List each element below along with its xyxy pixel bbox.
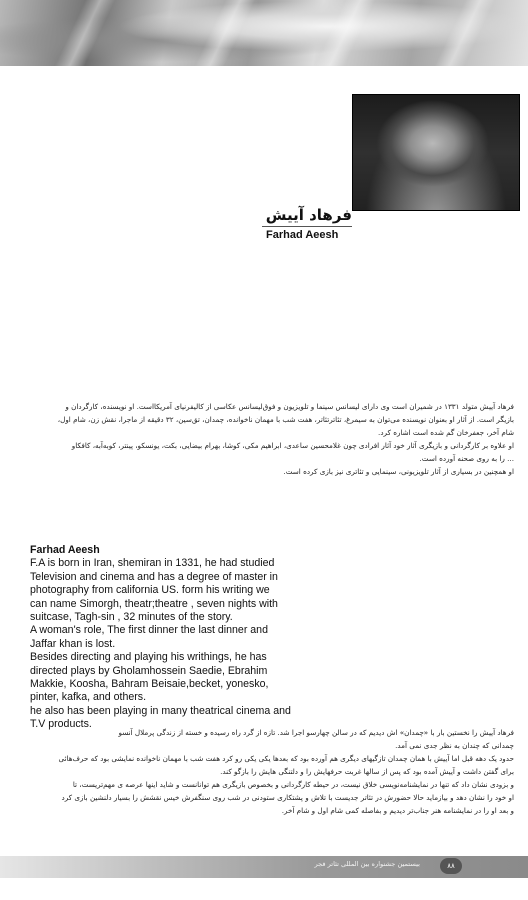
bio-fa-line: فرهاد آییش متولد ۱۳۳۱ در شمیران است وی دارای لیسانس سینما و تلویزیون و فوق‌لیسانس عکاسی از کالیفرنیای آمریکااست. او نویسنده، کارگردان و: [65, 402, 514, 411]
bio-en-line: pinter, kafka, and others.: [30, 691, 147, 704]
critique-persian: [14, 726, 514, 817]
portrait-photo: [352, 94, 520, 211]
bio-en-line: T.V products.: [30, 718, 92, 731]
bio-en-line: photography from california US. form his writing we: [30, 584, 270, 597]
biography-persian: [14, 400, 514, 478]
bio-fa-line: او همچنین در بسیاری از آثار تلویزیونی، سینمایی و تئاتری نیز بازی کرده است.: [283, 467, 514, 476]
bio-fa-line: شام آخر، جعفرخان گم شده است اشاره کرد.: [378, 428, 514, 437]
name-divider: [262, 226, 352, 227]
name-persian: فرهاد آییش: [265, 206, 352, 224]
bio-en-line: suitcase, Tagh-sin , 32 minutes of the story.: [30, 611, 233, 624]
bio-en-line: Jaffar khan is lost.: [30, 637, 116, 650]
bio-fa-line: ... را به روی صحنه آورده است.: [419, 454, 514, 463]
about-fa-line: برای گفتن داشت و آییش آمده بود که پس از سالها غربت حرفهایش را و دلتنگی هایش را بازگو کند.: [220, 767, 514, 776]
bio-en-title: Farhad Aeesh: [30, 544, 100, 556]
about-fa-line: و بعد او را در نمایشنامه هنر جناب‌تر دیدیم و بفاصله کمی شام اول و شام آخر.: [281, 806, 514, 815]
bio-en-line: he also has been playing in many theatrical cinema and: [30, 704, 291, 717]
bio-en-line: Television and cinema and has a degree of master in: [30, 570, 278, 583]
bio-fa-line: بازیگر است. از آثار او بعنوان نویسنده می‌توان به سیمرغ، تئاترتئاتر، هفت شب با مهمان ناخوانده، چمدان، تق‌سین، ۳۲ دقیقه از ماجرا، نقش زن، شام اول،: [57, 415, 514, 424]
festival-name: بیستمین جشنواره بین المللی تئاتر فجر: [314, 860, 420, 868]
bio-en-line: directed plays by Gholamhossein Saedie, Ebrahim: [30, 664, 268, 677]
about-fa-line: فرهاد آییش را نخستین بار با «چمدان» اش دیدیم که در سالن چهارسو اجرا شد. تازه از گرد راه رسیده و خسته از زندگی پرملال آنسو: [118, 728, 514, 737]
bio-en-line: A woman's role, The first dinner the last dinner and: [30, 624, 268, 637]
bio-en-line: Besides directing and playing his writhings, he has: [30, 651, 267, 664]
bio-en-line: F.A is born in Iran, shemiran in 1331, he had studied: [30, 557, 275, 570]
bio-en-line: Makkie, Koosha, Bahram Beisaie,becket, yonesko,: [30, 678, 269, 691]
biography-english: [30, 544, 322, 732]
about-fa-line: چمدانی که چندان به نظر جدی نمی آمد.: [395, 741, 514, 750]
header-banner-image: [0, 0, 528, 66]
about-fa-line: او خود را نشان دهد و بیازماید حالا حضورش در تئاتر جدیست با تلاش و پشتکاری ستودنی در شب روی سنگفرش خیس نقشش را بسیار دلنشین بازی کرد: [61, 793, 514, 802]
bio-fa-line: او علاوه بر کارگردانی و بازیگری آثار خود آثار افرادی چون غلامحسین ساعدی، ابراهیم مکی، کوشا، بهرام بیضایی، بکت، یونسکو، پینتر، کوبه‌آبه، کافکاو: [71, 441, 514, 450]
bio-en-line: can name Simorgh, theatr;theatre , seven nights with: [30, 597, 278, 610]
about-fa-line: حدود یک دهه قبل اما آییش با همان چمدان تازگیهای دیگری هم آورده بود که بعدها یکی یکی رو کرد هفت شب با مهمان ناخوانده نمایشی بود که حرف‌هائی: [58, 754, 514, 763]
name-english: Farhad Aeesh: [266, 229, 339, 241]
page-number: ۸۸: [440, 858, 462, 874]
about-fa-line: و بزودی نشان داد که تنها در نمایشنامه‌نویسی خلاق نیست، در حیطه کارگردانی و بخصوص بازیگری هم توانانست و شاید اینها عرصه ی مهم‌تریست، تا: [72, 780, 514, 789]
